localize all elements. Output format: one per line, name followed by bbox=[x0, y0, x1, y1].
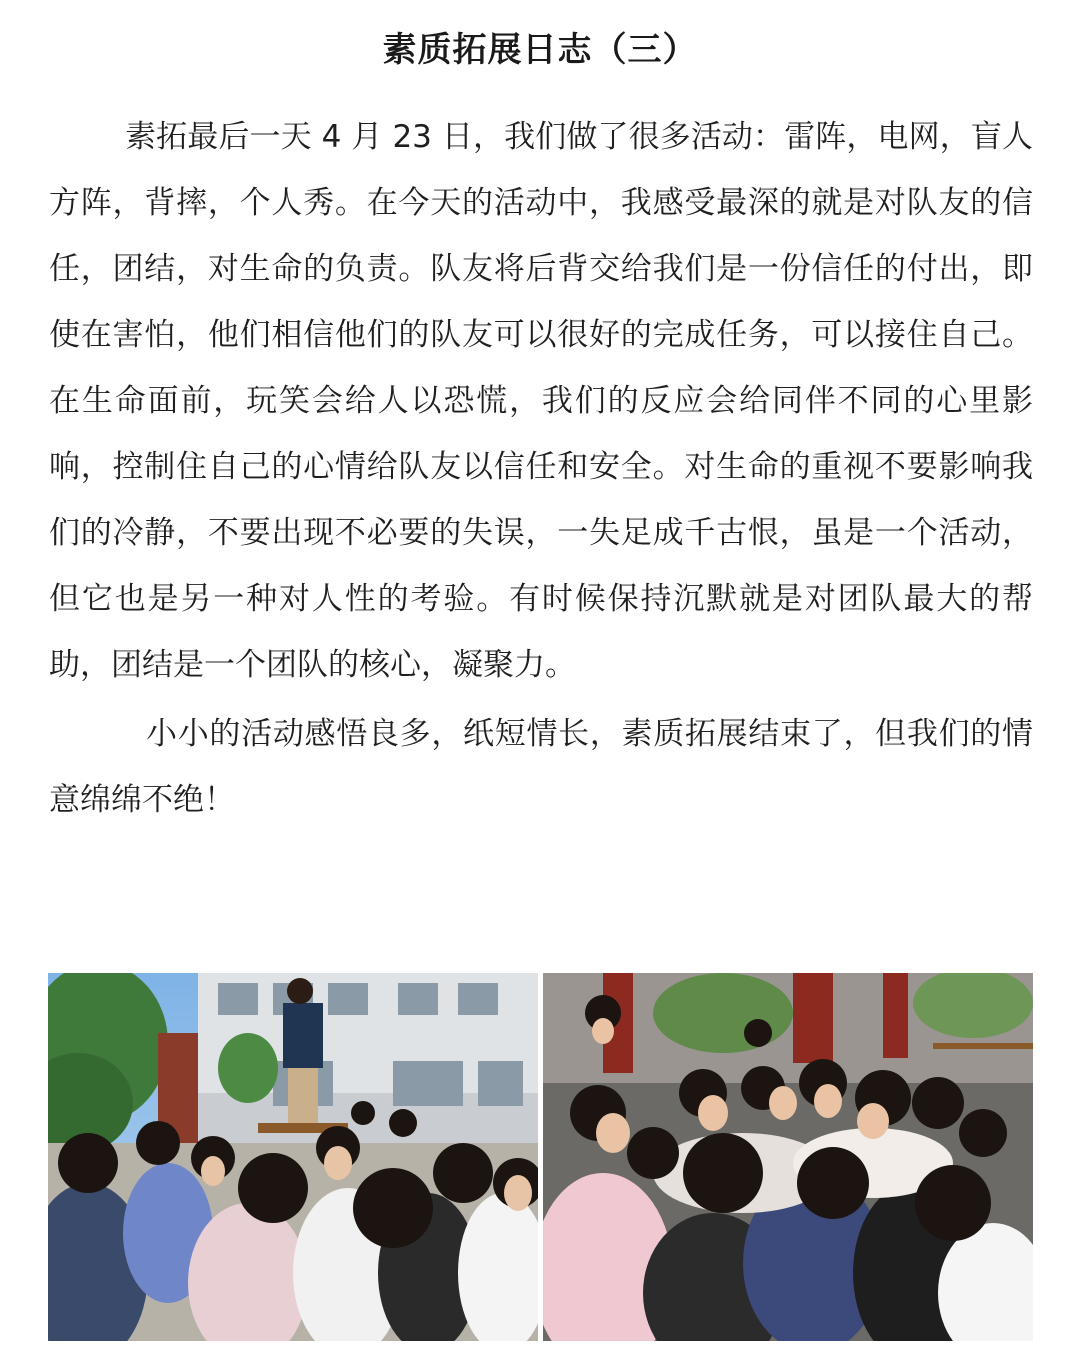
paragraph-2: 小小的活动感悟良多，纸短情长，素质拓展结束了，但我们的情意绵绵不绝！ bbox=[49, 716, 1033, 818]
paragraph-1: 素拓最后一天 4 月 23 日，我们做了很多活动：雷阵，电网，盲人方阵，背摔，个人秀。在今天的活动中，我感受最深的就是对队友的信任，团结，对生命的负责。队友将后背交给我们是一份信任的付出，即使在害怕，他们相信他们的队友可以很好的完成任务，可以接住自己。在生命面前，玩笑会给人以恐慌，我们的反应会给同伴不同的心里影响，控制住自己的心情给队友以信任和安全。对生命的重视不要影响我们的冷静，不要出现不必要的失误，一失足成千古恨，虽是一个活动，但它也是另一种对人性的考验。有时候保持沉默就是对团队最大的帮助，团结是一个团队的核心，凝聚力。 bbox=[49, 119, 1033, 683]
page-title: 素质拓展日志（三） bbox=[382, 30, 698, 70]
trust-fall-photo bbox=[48, 973, 538, 1341]
team-huddle-photo bbox=[543, 973, 1033, 1341]
